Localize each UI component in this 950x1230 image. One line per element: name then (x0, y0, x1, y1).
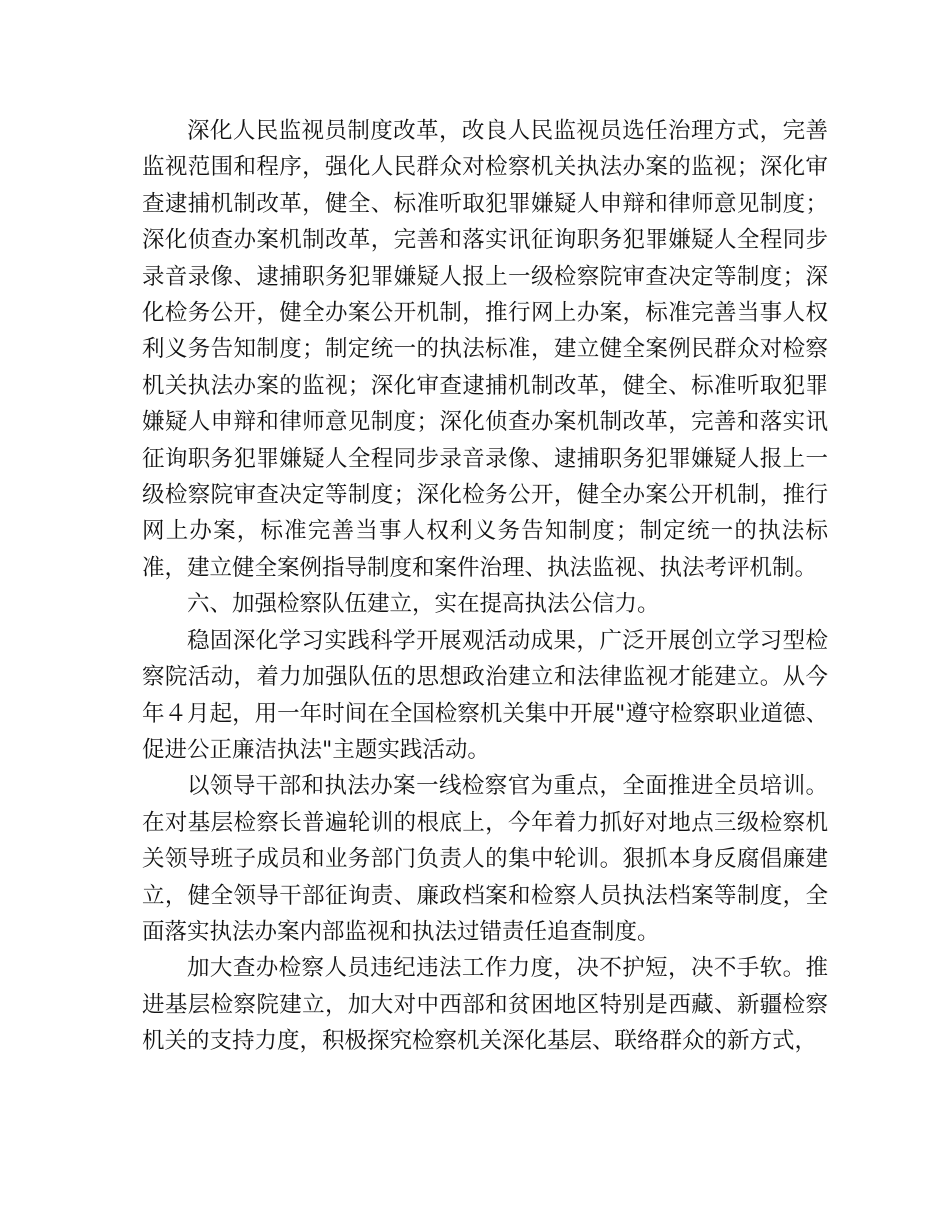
paragraph-3: 以领导干部和执法办案一线检察官为重点，全面推进全员培训。在对基层检察长普遍轮训的根底上，今年着力抓好对地点三级检察机关领导班子成员和业务部门负责人的集中轮训。狠抓本身反腐倡廉建立，健全领导干部征询责、廉政档案和检察人员执法档案等制度，全面落实执法办案内部监视和执法过错责任追查制度。 (142, 773, 828, 945)
paragraph-4: 加大查办检察人员违纪违法工作力度，决不护短，决不手软。推进基层检察院建立，加大对中西部和贫困地区特别是西藏、新疆检察机关的支持力度，积极探究检察机关深化基层、联络群众的新方式， (142, 955, 828, 1055)
paragraph-2: 稳固深化学习实践科学开展观活动成果，广泛开展创立学习型检察院活动，着力加强队伍的思想政治建立和法律监视才能建立。从今年４月起，用一年时间在全国检察机关集中开展"遵守检察职业道德、促进公正廉洁执法"主题实践活动。 (142, 627, 828, 763)
section-heading-six: 六、加强检察队伍建立，实在提高执法公信力。 (187, 591, 660, 618)
document-body (142, 113, 828, 1060)
paragraph-1: 深化人民监视员制度改革，改良人民监视员选任治理方式，完善监视范围和程序，强化人民群众对检察机关执法办案的监视；深化审查逮捕机制改革，健全、标准听取犯罪嫌疑人申辩和律师意见制度；深化侦查办案机制改革，完善和落实讯征询职务犯罪嫌疑人全程同步录音录像、逮捕职务犯罪嫌疑人报上一级检察院审查决定等制度；深化检务公开，健全办案公开机制，推行网上办案，标准完善当事人权利义务告知制度；制定统一的执法标准，建立健全案例民群众对检察机关执法办案的监视；深化审查逮捕机制改革，健全、标准听取犯罪嫌疑人申辩和律师意见制度；深化侦查办案机制改革，完善和落实讯征询职务犯罪嫌疑人全程同步录音录像、逮捕职务犯罪嫌疑人报上一级检察院审查决定等制度；深化检务公开，健全办案公开机制，推行网上办案，标准完善当事人权利义务告知制度；制定统一的执法标准，建立健全案例指导制度和案件治理、执法监视、执法考评机制。 (142, 118, 828, 581)
